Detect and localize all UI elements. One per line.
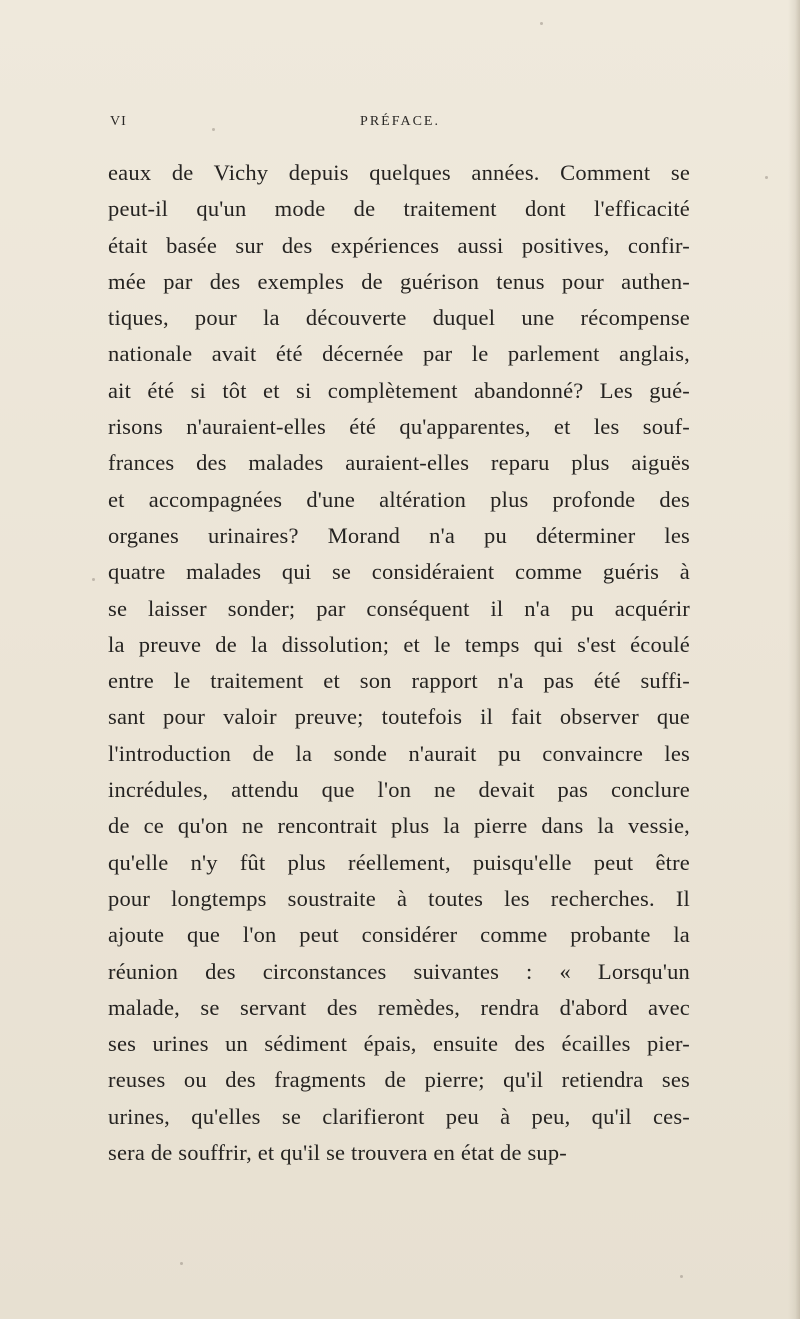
paper-speck	[212, 128, 215, 131]
paper-speck	[92, 578, 95, 581]
text-line: de ce qu'on ne rencontrait plus la pierre dans la vessie,	[108, 813, 690, 839]
text-line: nationale avait été décernée par le parlement anglais,	[108, 341, 690, 367]
text-line: se laisser sonder; par conséquent il n'a pu acquérir	[108, 595, 690, 621]
paper-speck	[540, 22, 543, 25]
paper-speck	[680, 1275, 683, 1278]
text-line: sant pour valoir preuve; toutefois il fait observer que	[108, 704, 690, 730]
text-line: l'introduction de la sonde n'aurait pu convaincre les	[108, 740, 690, 766]
paper-speck	[180, 1262, 183, 1265]
text-line: urines, qu'elles se clarifieront peu à peu, qu'il ces-	[108, 1103, 690, 1129]
text-line: malade, se servant des remèdes, rendra d'abord avec	[108, 994, 690, 1020]
text-line: eaux de Vichy depuis quelques années. Comment se	[108, 160, 690, 185]
text-line: entre le traitement et son rapport n'a pas été suffi-	[108, 668, 690, 694]
page-header	[110, 114, 690, 136]
text-line: reuses ou des fragments de pierre; qu'il retiendra ses	[108, 1067, 690, 1093]
text-line: mée par des exemples de guérison tenus pour authen-	[108, 268, 690, 294]
text-line: risons n'auraient-elles été qu'apparentes, et les souf-	[108, 414, 690, 440]
text-line: incrédules, attendu que l'on ne devait pas conclure	[108, 777, 690, 803]
text-line: peut-il qu'un mode de traitement dont l'efficacité	[108, 196, 690, 222]
page-edge-shadow	[788, 0, 800, 1319]
page-number: VI	[110, 114, 127, 129]
text-line: ajoute que l'on peut considérer comme probante la	[108, 922, 690, 948]
text-line: sera de souffrir, et qu'il se trouvera en état de sup-	[108, 1140, 567, 1166]
text-line: la preuve de la dissolution; et le temps qui s'est écoulé	[108, 631, 690, 657]
text-line: qu'elle n'y fût plus réellement, puisqu'elle peut être	[108, 849, 690, 875]
text-line: ait été si tôt et si complètement abandonné? Les gué-	[108, 377, 690, 403]
running-title: PRÉFACE.	[360, 114, 440, 129]
text-line: et accompagnées d'une altération plus profonde des	[108, 486, 690, 512]
text-line: réunion des circonstances suivantes : « Lorsqu'un	[108, 958, 690, 984]
text-line: était basée sur des expériences aussi positives, confir-	[108, 232, 690, 258]
text-line: quatre malades qui se considéraient comme guéris à	[108, 559, 690, 585]
text-line: tiques, pour la découverte duquel une récompense	[108, 305, 690, 331]
body-text	[108, 155, 690, 1171]
text-line: organes urinaires? Morand n'a pu déterminer les	[108, 522, 690, 548]
text-line: ses urines un sédiment épais, ensuite des écailles pier-	[108, 1031, 690, 1057]
text-line: frances des malades auraient-elles reparu plus aiguës	[108, 450, 690, 476]
text-line: pour longtemps soustraite à toutes les recherches. Il	[108, 885, 690, 911]
paper-speck	[765, 176, 768, 179]
